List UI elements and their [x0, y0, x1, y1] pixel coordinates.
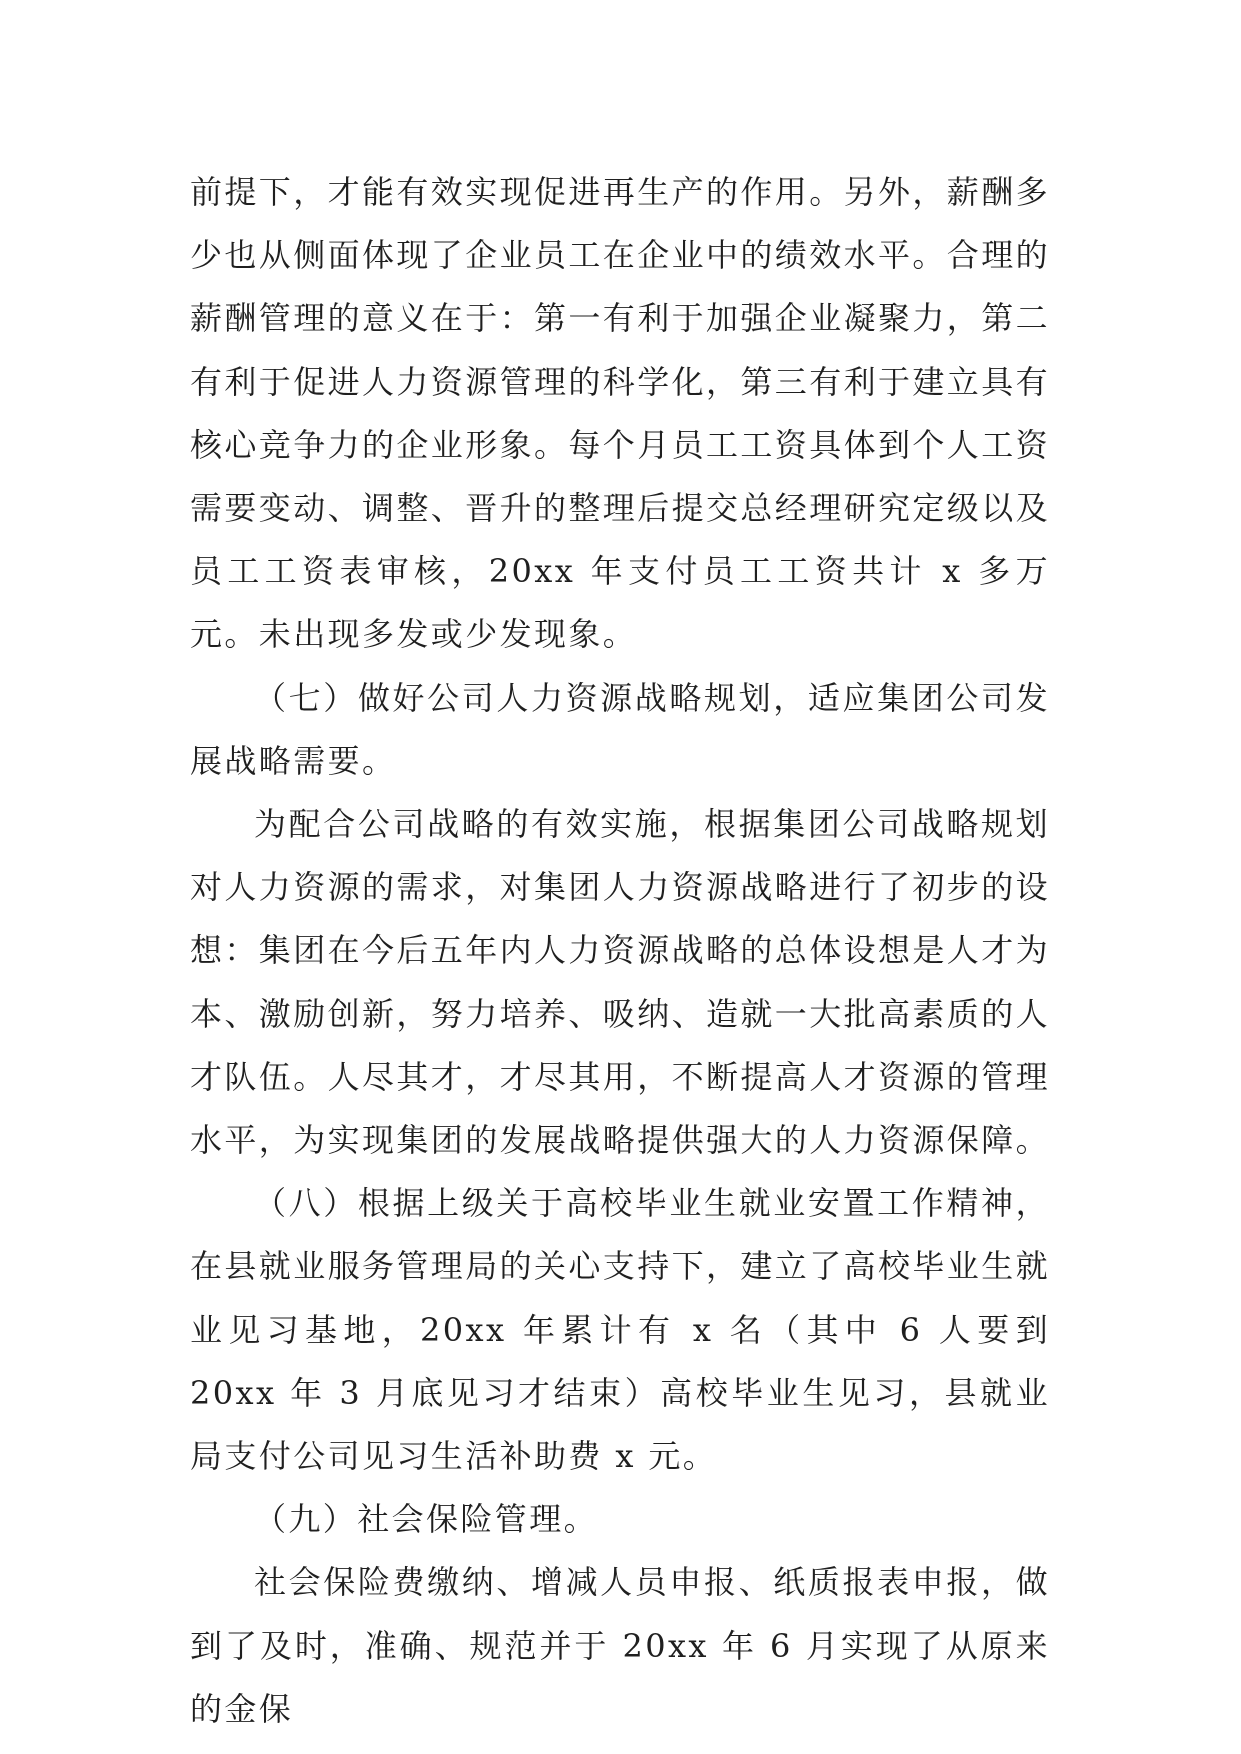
paragraph-hr-strategy: 为配合公司战略的有效实施，根据集团公司战略规划对人力资源的需求，对集团人力资源战略进行了初步的设想：集团在今后五年内人力资源战略的总体设想是人才为本、激励创新，努力培养、吸纳、造就一大批高素质的人才队伍。人尽其才，才尽其用，不断提高人才资源的管理水平，为实现集团的发展战略提供强大的人力资源保障。	[190, 805, 1051, 1160]
heading-section-9: （九）社会保险管理。	[254, 1500, 599, 1539]
heading-section-7: （七）做好公司人力资源战略规划，适应集团公司发展战略需要。	[190, 678, 1050, 780]
paragraph-section-8-graduate-internship: （八）根据上级关于高校毕业生就业安置工作精神，在县就业服务管理局的关心支持下，建立了高校毕业生就业见习基地，20xx 年累计有 x 名（其中 6 人要到 20xx 年 3 月底见习才结束）高校毕业生见习，县就业局支付公司见习生活补助费 x 元。	[190, 1184, 1051, 1476]
paragraph-salary-management: 前提下，才能有效实现促进再生产的作用。另外，薪酬多少也从侧面体现了企业员工在企业中的绩效水平。合理的薪酬管理的意义在于：第一有利于加强企业凝聚力，第二有利于促进人力资源管理的科学化，第三有利于建立具有核心竞争力的企业形象。每个月员工工资具体到个人工资需要变动、调整、晋升的整理后提交总经理研究定级以及员工工资表审核，20xx 年支付员工工资共计 x 多万元。未出现多发或少发现象。	[190, 173, 1051, 654]
paragraph-social-insurance: 社会保险费缴纳、增减人员申报、纸质报表申报，做到了及时，准确、规范并于 20xx 年 6 月实现了从原来的金保	[190, 1563, 1050, 1728]
document-body	[190, 161, 1050, 1741]
